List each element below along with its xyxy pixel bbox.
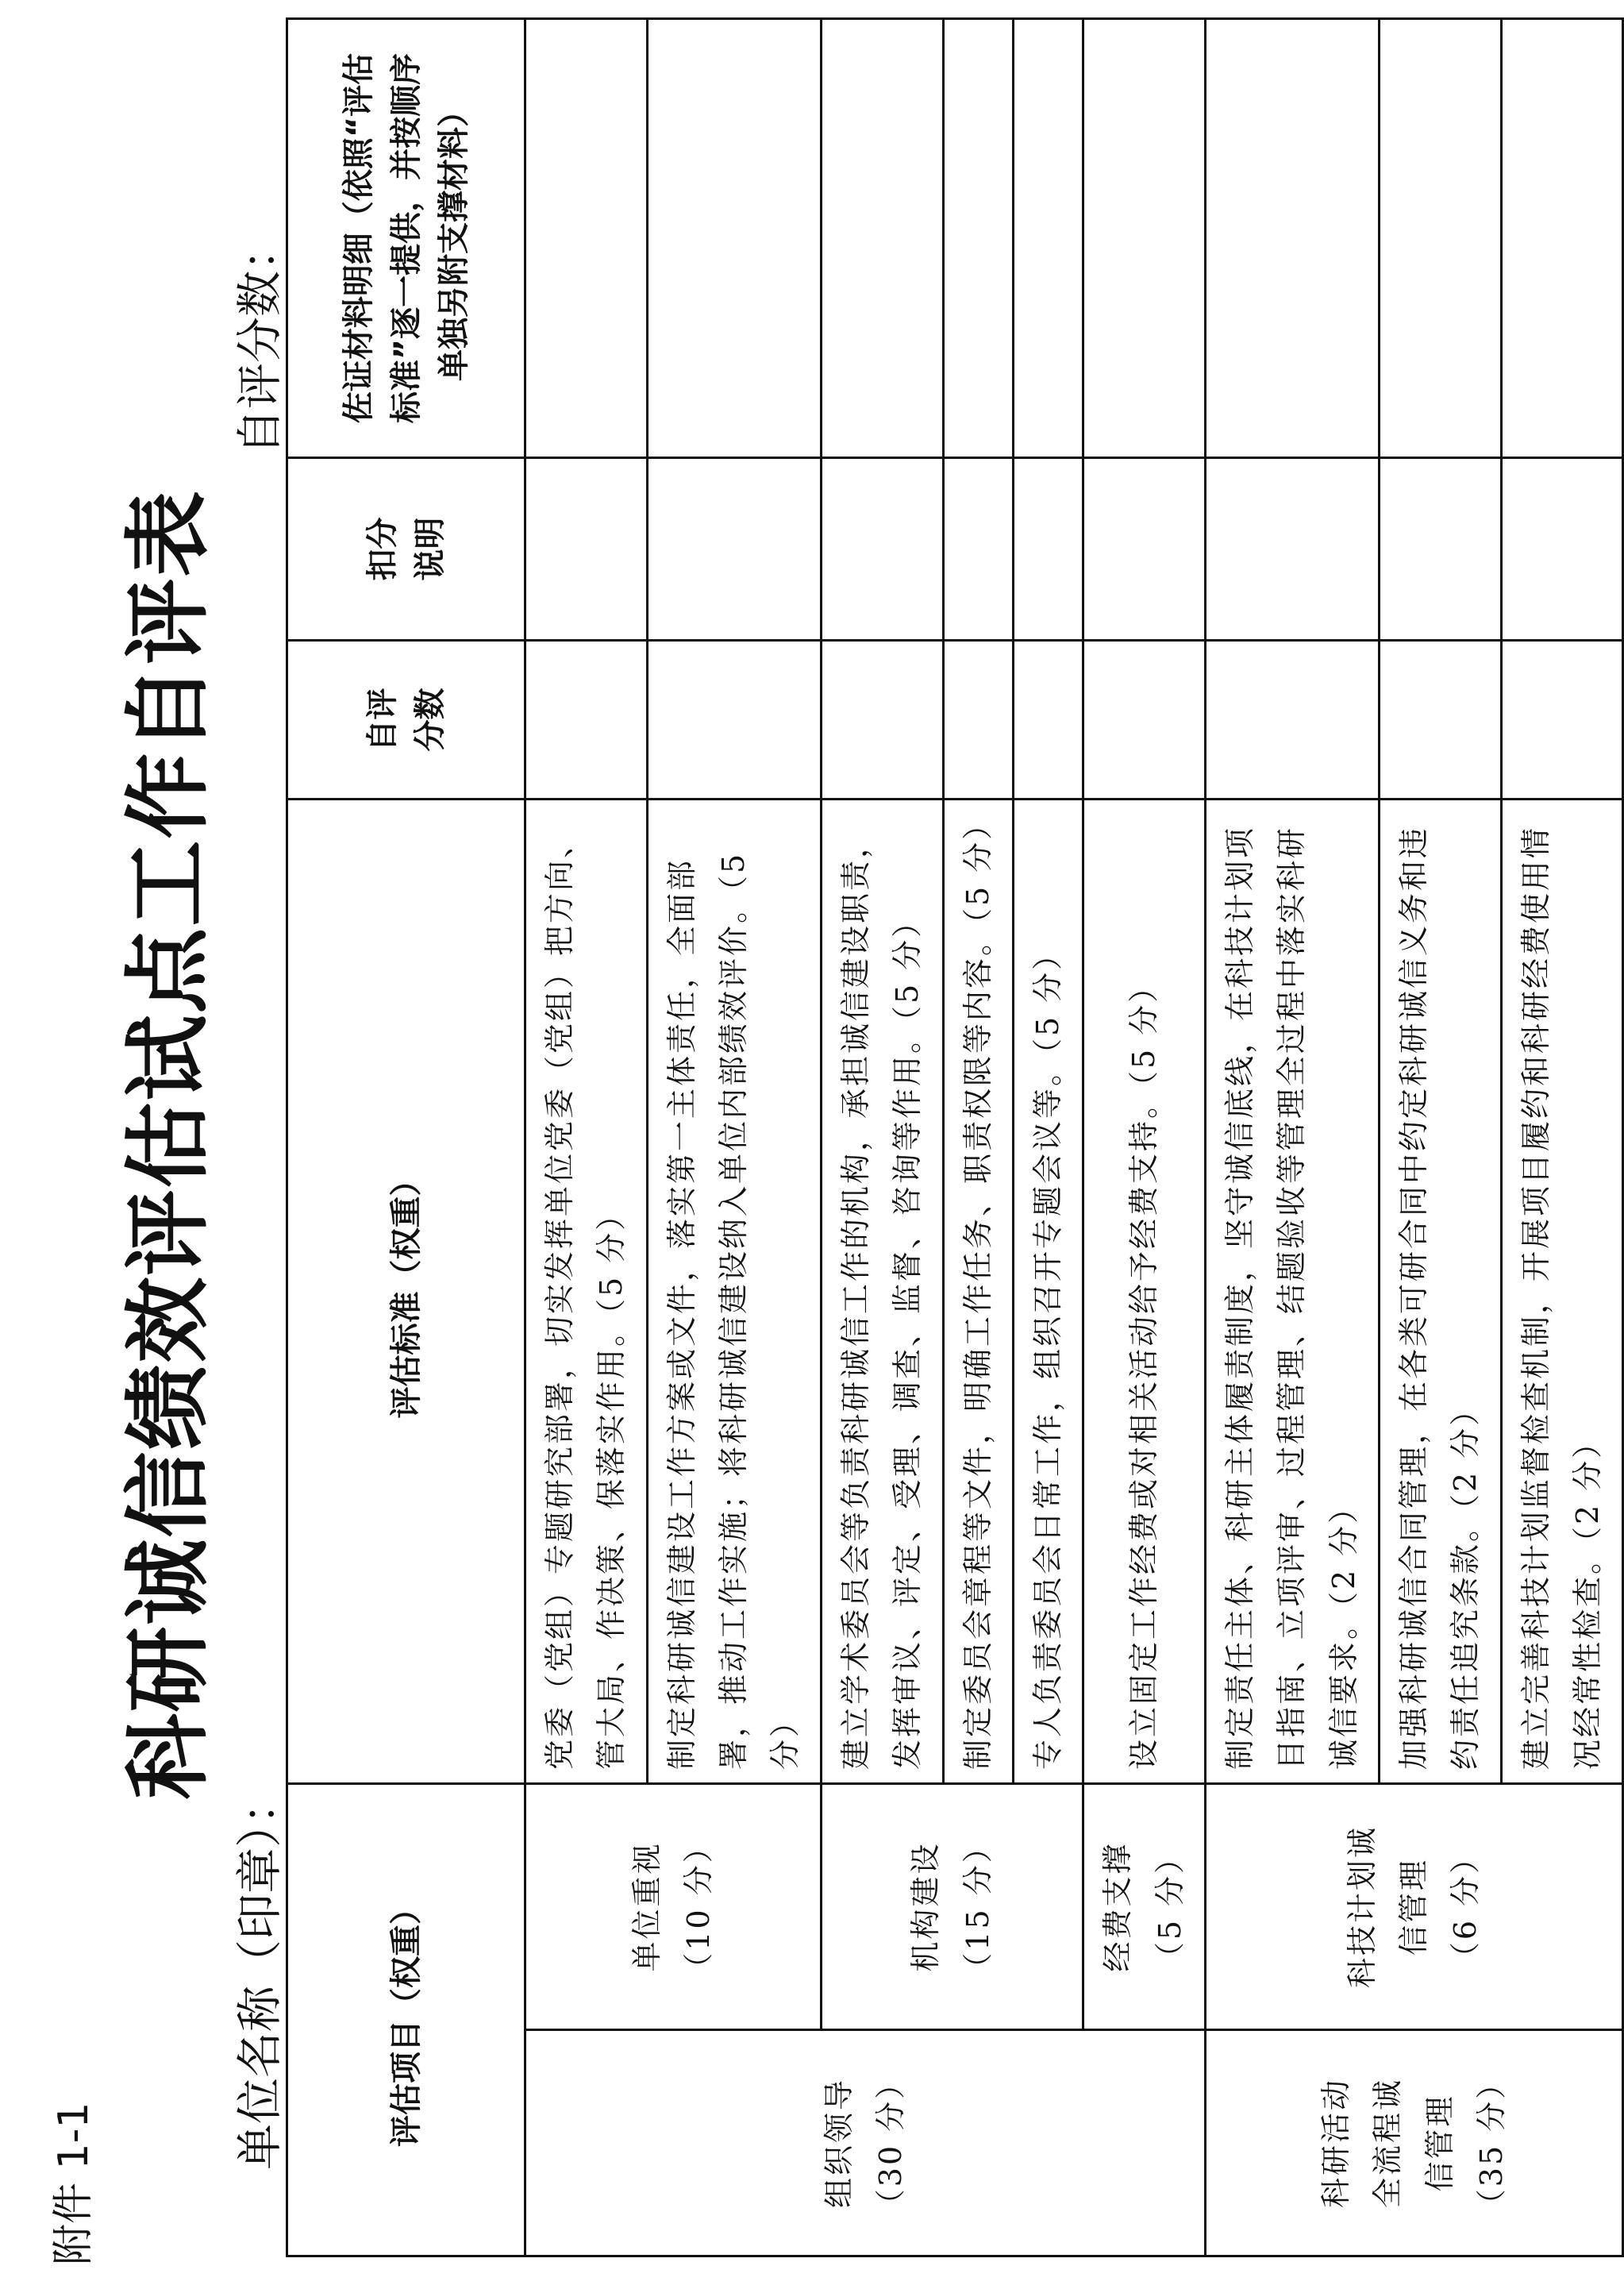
deduction-cell[interactable] — [1013, 458, 1083, 641]
self-score-label: 自评分数： — [233, 224, 287, 455]
self-score-cell[interactable] — [1083, 641, 1206, 800]
table-row — [821, 19, 943, 2256]
criteria-cell: 制定科研诚信建设工作方案或文件，落实第一主体责任，全面部署，推动工作实施；将科研诚信建设纳入单位内部绩效评价。（5 分） — [647, 800, 821, 1784]
deduction-cell[interactable] — [1205, 458, 1379, 641]
deduction-cell[interactable] — [647, 458, 821, 641]
self-score-cell[interactable] — [1380, 641, 1502, 800]
criteria-cell: 党委（党组）专题研究部署，切实发挥单位党委（党组）把方向、管大局、作决策、保落实作用。（5 分） — [525, 800, 648, 1784]
header-evidence: 佐证材料明细（依照“评估 标准”逐一提供，并按顺序 单独另附支撑材料） — [287, 19, 525, 458]
deduction-cell[interactable] — [1083, 458, 1206, 641]
page-title: 科研诚信绩效评估试点工作自评表 — [118, 489, 218, 1800]
header-item: 评估项目（权重） — [287, 1784, 525, 2256]
self-score-cell[interactable] — [943, 641, 1013, 800]
table-row — [1083, 19, 1206, 2256]
table-row — [525, 19, 648, 2256]
subitem-funding-support: 经费支撑 （5 分） — [1083, 1784, 1206, 2030]
criteria-cell: 加强科研诚信合同管理，在各类可研合同中约定科研诚信义务和违约责任追究条款。（2 分） — [1380, 800, 1502, 1784]
deduction-cell[interactable] — [1380, 458, 1502, 641]
self-score-cell[interactable] — [821, 641, 943, 800]
evidence-cell[interactable] — [1083, 19, 1206, 458]
self-score-cell[interactable] — [1501, 641, 1623, 800]
criteria-cell: 建立完善科技计划监督检查机制，开展项目履约和科研经费使用情况经常性检查。（2 分） — [1501, 800, 1623, 1784]
evaluation-table — [286, 17, 1624, 2257]
criteria-cell: 设立固定工作经费或对相关活动给予经费支持。（5 分） — [1083, 800, 1206, 1784]
subitem-plan-integrity: 科技计划诚 信管理 （6 分） — [1205, 1784, 1623, 2030]
evidence-cell[interactable] — [525, 19, 648, 458]
deduction-cell[interactable] — [821, 458, 943, 641]
subitem-institution-building: 机构建设 （15 分） — [821, 1784, 1083, 2030]
criteria-cell: 制定委员会章程等文件，明确工作任务、职责权限等内容。（5 分） — [943, 800, 1013, 1784]
deduction-cell[interactable] — [1501, 458, 1623, 641]
deduction-cell[interactable] — [525, 458, 648, 641]
unit-name-label: 单位名称（印章）： — [233, 1778, 287, 2170]
subitem-unit-attention: 单位重视 （10 分） — [525, 1784, 822, 2030]
header-criteria: 评估标准（权重） — [287, 800, 525, 1784]
criteria-cell: 建立学术委员会等负责科研诚信工作的机构，承担诚信建设职责，发挥审议、评定、受理、调查、监督、咨询等作用。（5 分） — [821, 800, 943, 1784]
self-score-cell[interactable] — [1205, 641, 1379, 800]
category-organization-leadership: 组织领导 （30 分） — [525, 2030, 1206, 2256]
header-deduction: 扣分 说明 — [287, 458, 525, 641]
deduction-cell[interactable] — [943, 458, 1013, 641]
evidence-cell[interactable] — [1501, 19, 1623, 458]
category-research-integrity-management: 科研活动 全流程诚 信管理 （35 分） — [1205, 2030, 1623, 2256]
evidence-cell[interactable] — [1380, 19, 1502, 458]
evidence-cell[interactable] — [1013, 19, 1083, 458]
evidence-cell[interactable] — [943, 19, 1013, 458]
evidence-cell[interactable] — [1205, 19, 1379, 458]
evidence-cell[interactable] — [821, 19, 943, 458]
criteria-cell: 专人负责委员会日常工作，组织召开专题会议等。（5 分） — [1013, 800, 1083, 1784]
annex-label: 附件 1-1 — [50, 2102, 98, 2265]
table-header-row — [287, 19, 525, 2256]
evidence-cell[interactable] — [647, 19, 821, 458]
self-score-cell[interactable] — [1013, 641, 1083, 800]
table-row — [1205, 19, 1379, 2256]
header-self-score: 自评 分数 — [287, 641, 525, 800]
self-score-cell[interactable] — [647, 641, 821, 800]
self-score-cell[interactable] — [525, 641, 648, 800]
criteria-cell: 制定责任主体、科研主体履责制度，坚守诚信底线，在科技计划项目指南、立项评审、过程管理、结题验收等管理全过程中落实科研诚信要求。（2 分） — [1205, 800, 1379, 1784]
